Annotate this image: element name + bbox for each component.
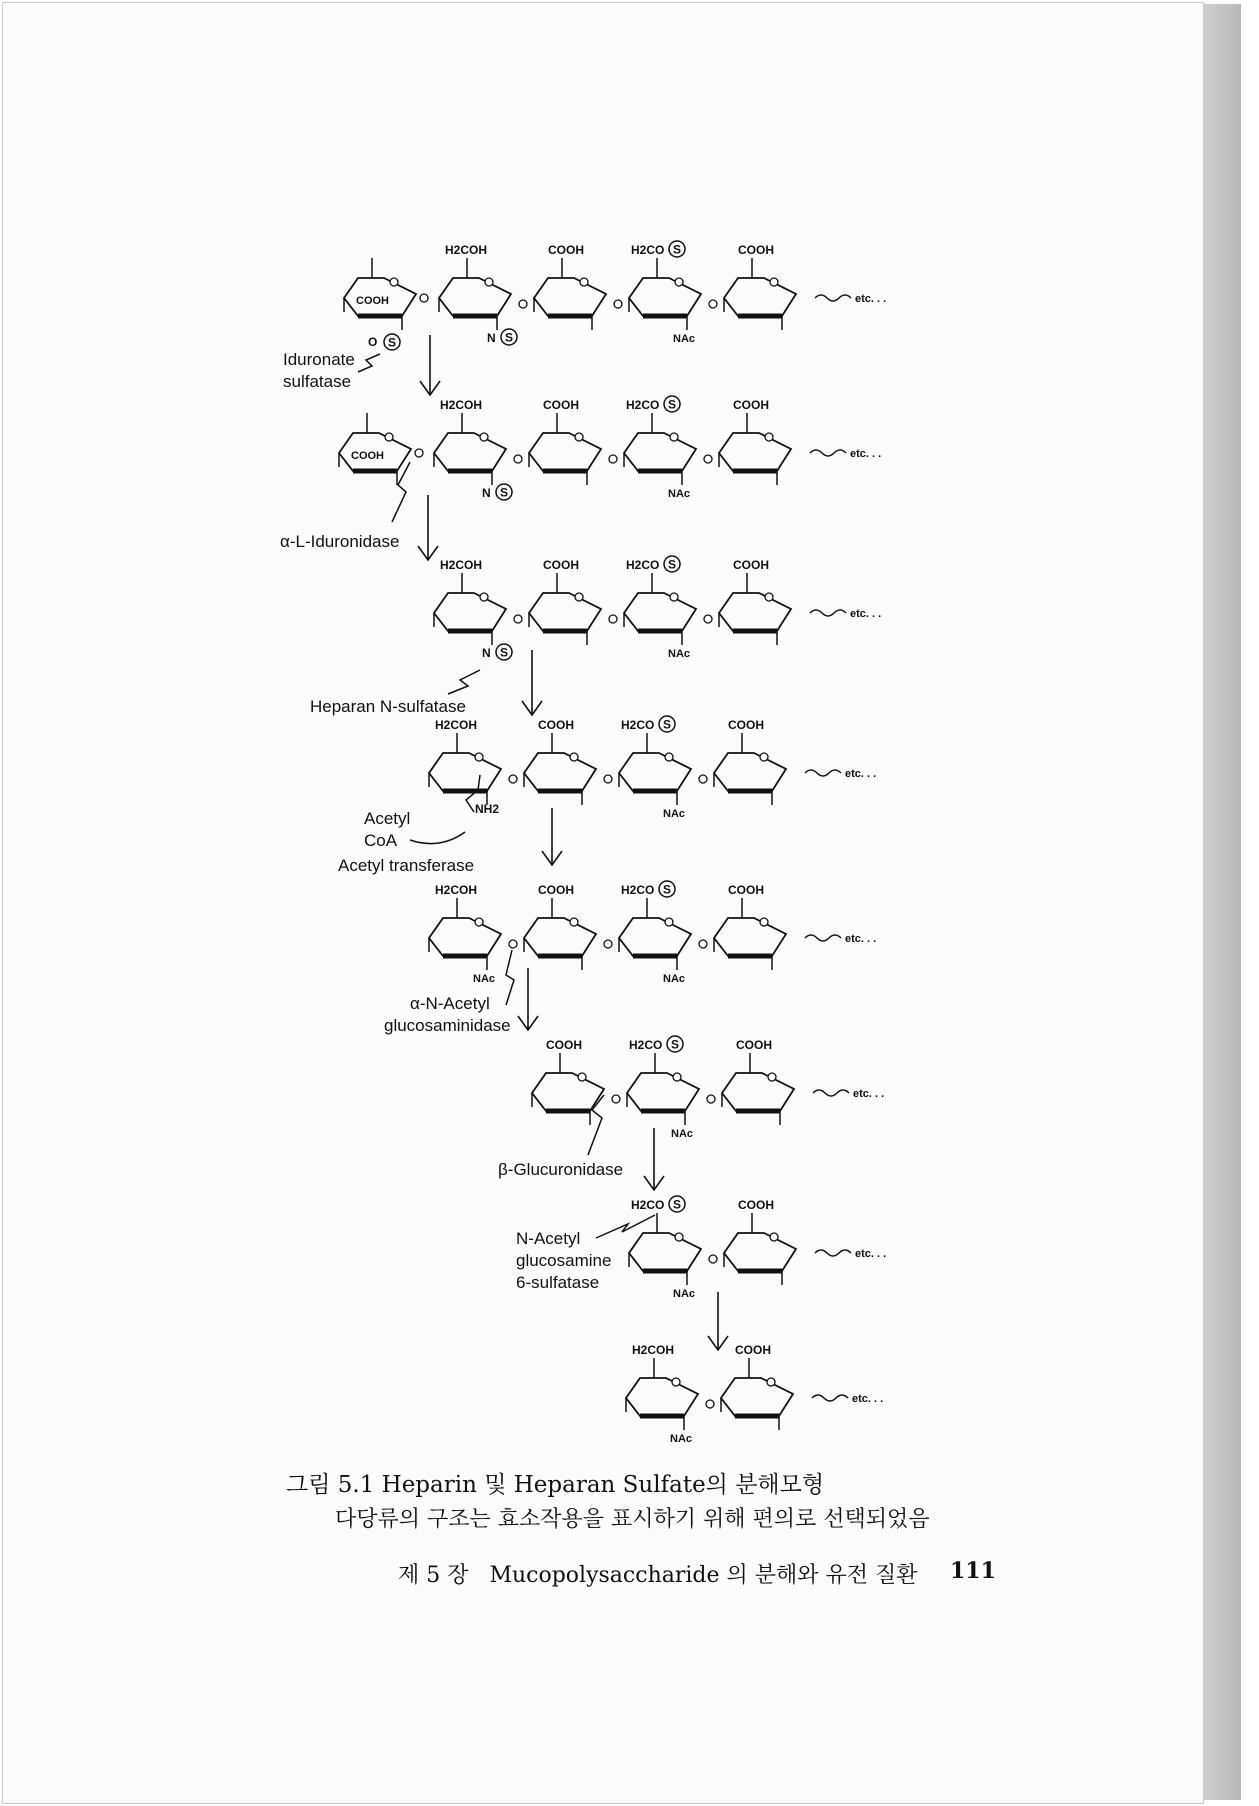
- row5-unit-0-nac: NAc: [473, 973, 496, 985]
- row5-unit-1-ring: [524, 918, 596, 956]
- row3-unit-0-nsulfate-letter: S: [500, 645, 509, 660]
- row5-unit-2-sulfate6-letter: S: [663, 882, 672, 897]
- row2-unit-2-nac: NAc: [668, 488, 691, 500]
- row1-unit-3-cooh: COOH: [738, 243, 774, 257]
- row3-unit-0-h2coh: H2COH: [440, 558, 483, 572]
- row3-unit-0-n: N: [482, 646, 491, 660]
- row5-unit-3-ring-oxygen: [760, 918, 768, 926]
- footer-page-number: 111: [950, 1558, 996, 1584]
- row2-unit-1-ring-oxygen: [575, 433, 583, 441]
- row4-unit-0-ring: [429, 753, 501, 791]
- row8-unit-1-ring-oxygen: [767, 1378, 775, 1386]
- row7-unit-1-cooh: COOH: [738, 1198, 774, 1212]
- row6-unit-2-ring: [722, 1073, 794, 1111]
- row4-etc-wave: [805, 770, 841, 776]
- row4-unit-1-ring-oxygen: [570, 753, 578, 761]
- row4-unit-0-ring-oxygen: [475, 753, 483, 761]
- row8-link-0: [706, 1400, 714, 1408]
- row2-idua-cooh: COOH: [351, 450, 384, 462]
- row2-unit-3-cooh: COOH: [733, 398, 769, 412]
- row1-etc-text: etc. . .: [855, 293, 887, 305]
- row2-etc-text: etc. . .: [850, 448, 882, 460]
- row6-unit-2-cooh: COOH: [736, 1038, 772, 1052]
- row6-etc-text: etc. . .: [853, 1088, 885, 1100]
- row1-unit-0-n: N: [487, 331, 496, 345]
- row5-unit-2-ring-oxygen: [665, 918, 673, 926]
- row4-unit-0-h2coh: H2COH: [435, 718, 478, 732]
- row8-etc-wave: [812, 1395, 848, 1401]
- row6-unit-1-ring: [627, 1073, 699, 1111]
- row3-etc-wave: [810, 610, 846, 616]
- footer-chapter: 제 5 장 Mucopolysaccharide 의 분해와 유전 질환: [398, 1563, 918, 1588]
- row3-unit-2-ring-oxygen: [670, 593, 678, 601]
- row1-link-2: [709, 300, 717, 308]
- row3-unit-2-sulfate6-letter: S: [668, 557, 677, 572]
- row3-enzyme-zigzag: [448, 670, 480, 694]
- row1-unit-3-ring-oxygen: [770, 278, 778, 286]
- row2-link-1: [609, 455, 617, 463]
- row7-unit-0-ring: [629, 1233, 701, 1271]
- row7-etc-wave: [815, 1250, 851, 1256]
- row5-unit-0-h2coh: H2COH: [435, 883, 478, 897]
- row1-unit-2-ring: [629, 278, 701, 316]
- row3-link-1: [609, 615, 617, 623]
- row6-etc-wave: [813, 1090, 849, 1096]
- row5-etc-text: etc. . .: [845, 933, 877, 945]
- row4-unit-2-ring: [619, 753, 691, 791]
- row3-unit-0-ring: [434, 593, 506, 631]
- row1-unit-1-ring: [534, 278, 606, 316]
- row1-idu-sulfate-letter: S: [388, 335, 397, 350]
- row7-unit-1-ring: [724, 1233, 796, 1271]
- row5-link-2: [699, 940, 707, 948]
- row8-unit-1-cooh: COOH: [735, 1343, 771, 1357]
- row3-unit-2-nac: NAc: [668, 648, 691, 660]
- row2-unit-2-ring-oxygen: [670, 433, 678, 441]
- row3-unit-2-ring: [624, 593, 696, 631]
- row3-unit-3-ring-oxygen: [765, 593, 773, 601]
- row5-unit-1-ring-oxygen: [570, 918, 578, 926]
- row4-link-0: [509, 775, 517, 783]
- row2-unit-2-sulfate6-letter: S: [668, 397, 677, 412]
- row7-unit-0-ring-oxygen: [675, 1233, 683, 1241]
- row7-enzyme-zigzag: [596, 1215, 655, 1238]
- enzyme-alpha-n-acetyl-2: glucosaminidase: [384, 1016, 511, 1035]
- row4-unit-2-sulfate6-letter: S: [663, 717, 672, 732]
- row5-unit-3-cooh: COOH: [728, 883, 764, 897]
- row2-idua-ring-oxygen: [385, 433, 393, 441]
- row1-unit-0-nsulfate-letter: S: [505, 330, 514, 345]
- row4-unit-0-nh2: NH2: [475, 802, 500, 816]
- row5-etc-wave: [805, 935, 841, 941]
- row3-unit-1-ring: [529, 593, 601, 631]
- row8-unit-0-nac: NAc: [670, 1433, 693, 1445]
- row4-unit-1-cooh: COOH: [538, 718, 574, 732]
- row4-link-2: [699, 775, 707, 783]
- row3-link-2: [704, 615, 712, 623]
- row7-link-0: [709, 1255, 717, 1263]
- row1-idua-link: [420, 294, 428, 302]
- row1-enzyme-zigzag: [358, 354, 380, 372]
- row1-o-label: O: [368, 335, 378, 349]
- cofactor-acetyl: Acetyl: [364, 809, 411, 828]
- row1-unit-2-nac: NAc: [673, 333, 696, 345]
- row1-etc-wave: [815, 295, 851, 301]
- row2-link-0: [514, 455, 522, 463]
- row1-unit-1-cooh: COOH: [548, 243, 584, 257]
- row1-unit-3-ring: [724, 278, 796, 316]
- row3-unit-3-cooh: COOH: [733, 558, 769, 572]
- row3-unit-2-h2co: H2CO: [626, 558, 660, 572]
- row1-unit-0-h2coh: H2COH: [445, 243, 488, 257]
- row4-link-1: [604, 775, 612, 783]
- row6-unit-1-ring-oxygen: [673, 1073, 681, 1081]
- row6-link-1: [707, 1095, 715, 1103]
- row1-unit-2-h2co: H2CO: [631, 243, 665, 257]
- row3-unit-3-ring: [719, 593, 791, 631]
- row3-unit-1-ring-oxygen: [575, 593, 583, 601]
- row5-unit-1-cooh: COOH: [538, 883, 574, 897]
- row1-unit-0-ring: [439, 278, 511, 316]
- row7-unit-1-ring-oxygen: [770, 1233, 778, 1241]
- row7-unit-0-sulfate6-letter: S: [673, 1197, 682, 1212]
- row2-idua-link: [415, 449, 423, 457]
- row5-unit-0-ring-oxygen: [475, 918, 483, 926]
- row2-unit-0-h2coh: H2COH: [440, 398, 483, 412]
- row5-unit-0-ring: [429, 918, 501, 956]
- row4-unit-3-ring-oxygen: [760, 753, 768, 761]
- row1-idua-cooh: COOH: [356, 295, 389, 307]
- enzyme-n-acetyl-1: N-Acetyl: [516, 1229, 581, 1248]
- enzyme-n-acetyl-3: 6-sulfatase: [516, 1273, 600, 1292]
- row2-unit-1-ring: [529, 433, 601, 471]
- row4-etc-text: etc. . .: [845, 768, 877, 780]
- row2-unit-0-nsulfate-letter: S: [500, 485, 509, 500]
- row1-link-1: [614, 300, 622, 308]
- row4-coa-arrow: [410, 832, 465, 844]
- row2-unit-2-ring: [624, 433, 696, 471]
- row5-enzyme-zigzag: [506, 950, 514, 1005]
- row1-idua-ring-oxygen: [390, 278, 398, 286]
- row6-unit-1-sulfate6-letter: S: [671, 1037, 680, 1052]
- row6-unit-0-ring-oxygen: [578, 1073, 586, 1081]
- row3-unit-1-cooh: COOH: [543, 558, 579, 572]
- row2-unit-0-ring: [434, 433, 506, 471]
- enzyme-iduronate-sulfatase-2: sulfatase: [283, 372, 352, 391]
- enzyme-beta-glucuronidase: β-Glucuronidase: [498, 1160, 624, 1179]
- row2-etc-wave: [810, 450, 846, 456]
- enzyme-n-acetyl-2: glucosamine: [516, 1251, 612, 1270]
- enzyme-acetyl-transferase: Acetyl transferase: [338, 856, 475, 875]
- row4-unit-1-ring: [524, 753, 596, 791]
- row6-link-0: [612, 1095, 620, 1103]
- row2-unit-0-n: N: [482, 486, 491, 500]
- row4-unit-3-cooh: COOH: [728, 718, 764, 732]
- row7-etc-text: etc. . .: [855, 1248, 887, 1260]
- enzyme-alpha-n-acetyl-1: α-N-Acetyl: [410, 994, 490, 1013]
- row6-unit-1-nac: NAc: [671, 1128, 694, 1140]
- row8-etc-text: etc. . .: [852, 1393, 884, 1405]
- row3-link-0: [514, 615, 522, 623]
- row6-unit-0-cooh: COOH: [546, 1038, 582, 1052]
- row7-unit-0-h2co: H2CO: [631, 1198, 665, 1212]
- row1-unit-2-sulfate6-letter: S: [673, 242, 682, 257]
- row4-unit-2-nac: NAc: [663, 808, 686, 820]
- row3-unit-0-ring-oxygen: [480, 593, 488, 601]
- row1-unit-0-ring-oxygen: [485, 278, 493, 286]
- row2-unit-0-ring-oxygen: [480, 433, 488, 441]
- row6-unit-2-ring-oxygen: [768, 1073, 776, 1081]
- enzyme-iduronate-sulfatase-1: Iduronate: [283, 350, 355, 369]
- enzyme-alpha-l-iduronidase: α-L-Iduronidase: [280, 532, 400, 551]
- row4-unit-3-ring: [714, 753, 786, 791]
- row7-unit-0-nac: NAc: [673, 1288, 696, 1300]
- row5-unit-2-h2co: H2CO: [621, 883, 655, 897]
- row4-unit-2-h2co: H2CO: [621, 718, 655, 732]
- row2-unit-3-ring: [719, 433, 791, 471]
- row2-link-2: [704, 455, 712, 463]
- row4-unit-2-ring-oxygen: [665, 753, 673, 761]
- row5-unit-2-ring: [619, 918, 691, 956]
- row1-link-0: [519, 300, 527, 308]
- cofactor-coa: CoA: [364, 831, 398, 850]
- figure-caption-title: 그림 5.1 Heparin 및 Heparan Sulfate의 분해모형: [286, 1472, 825, 1498]
- row2-unit-2-h2co: H2CO: [626, 398, 660, 412]
- row5-link-0: [509, 940, 517, 948]
- row3-etc-text: etc. . .: [850, 608, 882, 620]
- row6-unit-0-ring: [532, 1073, 604, 1111]
- row6-unit-1-h2co: H2CO: [629, 1038, 663, 1052]
- row1-unit-2-ring-oxygen: [675, 278, 683, 286]
- row5-unit-3-ring: [714, 918, 786, 956]
- figure-caption-note: 다당류의 구조는 효소작용을 표시하기 위해 편의로 선택되었음: [335, 1507, 930, 1532]
- row8-unit-0-h2coh: H2COH: [632, 1343, 675, 1357]
- row1-unit-1-ring-oxygen: [580, 278, 588, 286]
- row2-unit-1-cooh: COOH: [543, 398, 579, 412]
- row8-unit-1-ring: [721, 1378, 793, 1416]
- row8-unit-0-ring: [626, 1378, 698, 1416]
- row2-unit-3-ring-oxygen: [765, 433, 773, 441]
- row5-link-1: [604, 940, 612, 948]
- row8-unit-0-ring-oxygen: [672, 1378, 680, 1386]
- row5-unit-2-nac: NAc: [663, 973, 686, 985]
- enzyme-heparan-n-sulfatase: Heparan N-sulfatase: [310, 697, 466, 716]
